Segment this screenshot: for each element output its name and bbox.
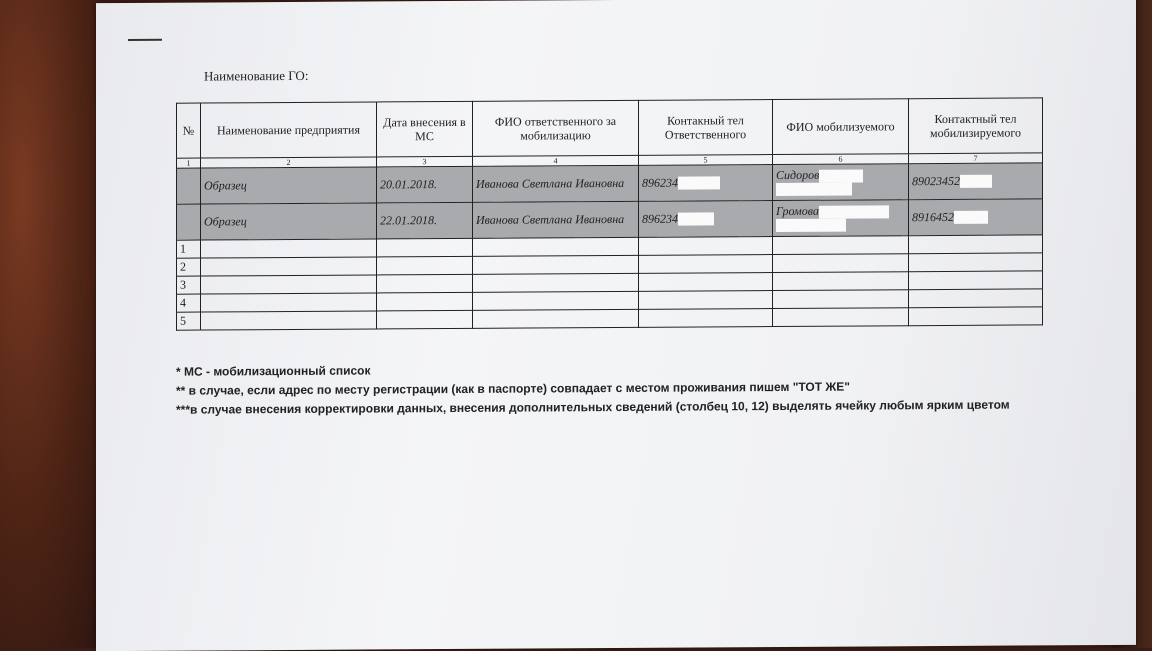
row-number: 3 (177, 276, 201, 294)
sample-num (177, 168, 201, 204)
row-number: 4 (177, 294, 201, 312)
footnote-address: ** в случае, если адрес по месту регистрации (как в паспорте) совпадает с местом проживания пишем "ТОТ ЖЕ" (176, 379, 850, 398)
sample-row (177, 163, 1043, 204)
column-number: 4 (473, 155, 639, 166)
column-number: 6 (773, 154, 909, 165)
sample-num (177, 204, 201, 240)
column-number: 1 (177, 158, 201, 168)
redaction-patch (678, 177, 720, 190)
sample-resp-phone: 896234 (639, 201, 773, 238)
go-label: Наименование ГО: (204, 67, 309, 84)
column-number: 3 (377, 156, 473, 167)
paper-sheet (96, 0, 1136, 651)
header-cell-num: № (177, 103, 201, 158)
sample-mobilized: Громова (773, 200, 909, 237)
header-cell-mob-phone: Контактный тел мобилизируемого (909, 98, 1043, 154)
header-cell-responsible: ФИО ответственного за мобилизацию (473, 100, 639, 156)
footnote-ms: * МС - мобилизационный список (176, 363, 371, 379)
pen-mark (128, 39, 162, 41)
header-cell-resp-phone: Контакный тел Ответственного (639, 100, 773, 156)
table-surface-left (0, 0, 110, 648)
redaction-patch (960, 175, 992, 188)
sample-date: 20.01.2018. (377, 166, 473, 203)
sample-responsible: Иванова Светлана Ивановна (473, 165, 639, 202)
row-number: 5 (177, 312, 201, 330)
footnotes (176, 358, 1010, 420)
sample-company: Образец (201, 203, 377, 240)
column-number: 2 (201, 157, 377, 168)
header-row (177, 98, 1043, 158)
row-number: 2 (177, 258, 201, 276)
footnote-corrections: ***в случае внесения корректировки данных, внесения дополнительных сведений (столбец 10, 12) выделять ячейку любым ярким цветом (176, 397, 1010, 417)
sample-mob-phone: 89023452 (909, 163, 1043, 200)
redaction-patch (819, 205, 889, 218)
redaction-patch (954, 211, 988, 224)
sample-mobilized: Сидоров (773, 164, 909, 201)
sample-mob-phone: 8916452 (909, 199, 1043, 236)
column-number: 5 (639, 155, 773, 166)
column-number: 7 (909, 153, 1043, 164)
redaction-patch (776, 183, 852, 196)
redaction-patch (819, 169, 863, 182)
row-number: 1 (177, 240, 201, 258)
sample-resp-phone: 896234 (639, 165, 773, 202)
sample-date: 22.01.2018. (377, 202, 473, 239)
header-cell-company: Наименование предприятия (201, 102, 377, 158)
header-cell-mobilized: ФИО мобилизуемого (773, 99, 909, 155)
sample-company: Образец (201, 167, 377, 204)
mobilization-table (176, 97, 1043, 330)
sample-row (177, 199, 1043, 240)
sample-responsible: Иванова Светлана Ивановна (473, 201, 639, 238)
header-cell-date: Дата внесения в МС (377, 101, 473, 157)
redaction-patch (776, 219, 846, 232)
redaction-patch (678, 213, 714, 226)
